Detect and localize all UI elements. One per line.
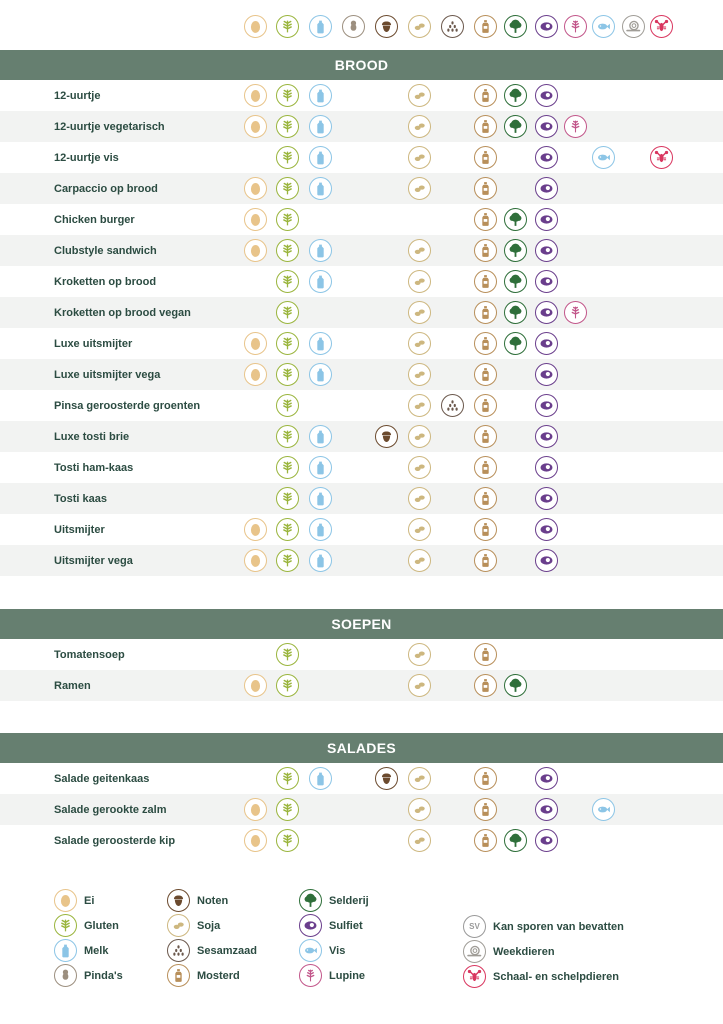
- menu-row: [0, 235, 723, 266]
- nut-icon: [375, 425, 398, 448]
- soy-bean-icon: [408, 84, 431, 107]
- dish-name: Uitsmijter: [54, 523, 105, 536]
- legend-label: Lupine: [329, 969, 366, 982]
- wheat-icon: [54, 914, 77, 937]
- section-header-soepen: SOEPEN: [0, 609, 723, 639]
- mustard-jar-icon: [167, 964, 190, 987]
- egg-icon: [244, 549, 267, 572]
- egg-icon: [244, 674, 267, 697]
- section-header-brood: BROOD: [0, 50, 723, 80]
- mustard-jar-icon: [474, 674, 497, 697]
- milk-bottle-icon: [309, 115, 332, 138]
- mustard-jar-icon: [474, 394, 497, 417]
- mustard-jar-icon: [474, 425, 497, 448]
- soy-bean-icon: [167, 914, 190, 937]
- celery-icon: [504, 115, 527, 138]
- lobster-icon: [650, 146, 673, 169]
- menu-row: [0, 763, 723, 794]
- legend-label: Selderij: [329, 894, 369, 907]
- wheat-icon: [276, 301, 299, 324]
- soy-bean-icon: [408, 270, 431, 293]
- dish-name: Salade geroosterde kip: [54, 834, 176, 847]
- mustard-jar-icon: [474, 301, 497, 324]
- soy-bean-icon: [408, 363, 431, 386]
- menu-row: [0, 173, 723, 204]
- wheat-icon: [276, 674, 299, 697]
- sulfite-icon: [535, 239, 558, 262]
- egg-icon: [244, 15, 267, 38]
- egg-icon: [244, 115, 267, 138]
- celery-icon: [504, 270, 527, 293]
- dish-name: Luxe uitsmijter: [54, 337, 133, 350]
- nut-icon: [375, 767, 398, 790]
- dish-name: 12-uurtje: [54, 89, 101, 102]
- sulfite-icon: [299, 914, 322, 937]
- milk-bottle-icon: [309, 456, 332, 479]
- dish-name: Salade gerookte zalm: [54, 803, 167, 816]
- fish-icon: [592, 798, 615, 821]
- wheat-icon: [276, 518, 299, 541]
- sulfite-icon: [535, 177, 558, 200]
- wheat-icon: [276, 15, 299, 38]
- lupin-icon: [564, 301, 587, 324]
- legend-label: Schaal- en schelpdieren: [493, 970, 619, 983]
- soy-bean-icon: [408, 301, 431, 324]
- wheat-icon: [276, 643, 299, 666]
- egg-icon: [244, 518, 267, 541]
- dish-name: Ramen: [54, 679, 91, 692]
- milk-bottle-icon: [309, 332, 332, 355]
- egg-icon: [244, 829, 267, 852]
- fish-icon: [299, 939, 322, 962]
- menu-row: [0, 514, 723, 545]
- lobster-icon: [650, 15, 673, 38]
- egg-icon: [244, 208, 267, 231]
- wheat-icon: [276, 798, 299, 821]
- dish-name: Carpaccio op brood: [54, 182, 158, 195]
- egg-icon: [244, 798, 267, 821]
- mustard-jar-icon: [474, 84, 497, 107]
- milk-bottle-icon: [309, 518, 332, 541]
- soy-bean-icon: [408, 332, 431, 355]
- mustard-jar-icon: [474, 270, 497, 293]
- menu-row: [0, 80, 723, 111]
- celery-icon: [504, 84, 527, 107]
- milk-bottle-icon: [309, 177, 332, 200]
- menu-row: [0, 794, 723, 825]
- sulfite-icon: [535, 363, 558, 386]
- section-header-salades: SALADES: [0, 733, 723, 763]
- sulfite-icon: [535, 15, 558, 38]
- sulfite-icon: [535, 487, 558, 510]
- milk-bottle-icon: [309, 425, 332, 448]
- wheat-icon: [276, 425, 299, 448]
- legend-label: Vis: [329, 944, 346, 957]
- mustard-jar-icon: [474, 15, 497, 38]
- soy-bean-icon: [408, 115, 431, 138]
- egg-icon: [54, 889, 77, 912]
- soy-bean-icon: [408, 15, 431, 38]
- sulfite-icon: [535, 115, 558, 138]
- mustard-jar-icon: [474, 208, 497, 231]
- dish-name: Chicken burger: [54, 213, 135, 226]
- fish-icon: [592, 146, 615, 169]
- dish-name: Kroketten op brood: [54, 275, 157, 288]
- legend-label: Noten: [197, 894, 229, 907]
- menu-row: [0, 825, 723, 856]
- soy-bean-icon: [408, 643, 431, 666]
- soy-bean-icon: [408, 518, 431, 541]
- fish-icon: [592, 15, 615, 38]
- mustard-jar-icon: [474, 177, 497, 200]
- dish-name: Pinsa geroosterde groenten: [54, 399, 201, 412]
- wheat-icon: [276, 487, 299, 510]
- sesame-icon: [167, 939, 190, 962]
- traces-badge-icon: SV: [463, 915, 486, 938]
- wheat-icon: [276, 394, 299, 417]
- dish-name: Tomatensoep: [54, 648, 125, 661]
- wheat-icon: [276, 270, 299, 293]
- menu-row: [0, 670, 723, 701]
- sulfite-icon: [535, 270, 558, 293]
- sulfite-icon: [535, 301, 558, 324]
- sulfite-icon: [535, 829, 558, 852]
- legend-label: Soja: [197, 919, 221, 932]
- sulfite-icon: [535, 146, 558, 169]
- soy-bean-icon: [408, 394, 431, 417]
- wheat-icon: [276, 239, 299, 262]
- soy-bean-icon: [408, 829, 431, 852]
- wheat-icon: [276, 549, 299, 572]
- sulfite-icon: [535, 425, 558, 448]
- soy-bean-icon: [408, 798, 431, 821]
- sulfite-icon: [535, 208, 558, 231]
- mustard-jar-icon: [474, 798, 497, 821]
- sulfite-icon: [535, 518, 558, 541]
- milk-bottle-icon: [54, 939, 77, 962]
- wheat-icon: [276, 177, 299, 200]
- soy-bean-icon: [408, 549, 431, 572]
- menu-row: [0, 639, 723, 670]
- mustard-jar-icon: [474, 518, 497, 541]
- mustard-jar-icon: [474, 332, 497, 355]
- dish-name: Kroketten op brood vegan: [54, 306, 191, 319]
- mustard-jar-icon: [474, 829, 497, 852]
- mustard-jar-icon: [474, 239, 497, 262]
- lupin-icon: [564, 15, 587, 38]
- milk-bottle-icon: [309, 549, 332, 572]
- menu-row: [0, 390, 723, 421]
- sulfite-icon: [535, 456, 558, 479]
- milk-bottle-icon: [309, 84, 332, 107]
- menu-row: [0, 111, 723, 142]
- soy-bean-icon: [408, 239, 431, 262]
- dish-name: Clubstyle sandwich: [54, 244, 157, 257]
- egg-icon: [244, 239, 267, 262]
- soy-bean-icon: [408, 767, 431, 790]
- mustard-jar-icon: [474, 456, 497, 479]
- milk-bottle-icon: [309, 146, 332, 169]
- mustard-jar-icon: [474, 549, 497, 572]
- wheat-icon: [276, 456, 299, 479]
- menu-row: [0, 452, 723, 483]
- dish-name: Uitsmijter vega: [54, 554, 133, 567]
- sulfite-icon: [535, 332, 558, 355]
- wheat-icon: [276, 208, 299, 231]
- celery-icon: [504, 208, 527, 231]
- peanut-icon: [54, 964, 77, 987]
- menu-row: [0, 328, 723, 359]
- soy-bean-icon: [408, 146, 431, 169]
- wheat-icon: [276, 115, 299, 138]
- mustard-jar-icon: [474, 767, 497, 790]
- soy-bean-icon: [408, 177, 431, 200]
- mustard-jar-icon: [474, 115, 497, 138]
- sesame-icon: [441, 394, 464, 417]
- menu-row: [0, 359, 723, 390]
- sesame-icon: [441, 15, 464, 38]
- legend-label: Weekdieren: [493, 945, 555, 958]
- sulfite-icon: [535, 798, 558, 821]
- menu-row: [0, 266, 723, 297]
- celery-icon: [504, 674, 527, 697]
- legend-label: Sulfiet: [329, 919, 363, 932]
- legend-label: Melk: [84, 944, 109, 957]
- celery-icon: [299, 889, 322, 912]
- soy-bean-icon: [408, 487, 431, 510]
- snail-icon: [463, 940, 486, 963]
- wheat-icon: [276, 332, 299, 355]
- mustard-jar-icon: [474, 363, 497, 386]
- dish-name: Luxe tosti brie: [54, 430, 130, 443]
- peanut-icon: [342, 15, 365, 38]
- egg-icon: [244, 177, 267, 200]
- milk-bottle-icon: [309, 487, 332, 510]
- dish-name: 12-uurtje vegetarisch: [54, 120, 165, 133]
- milk-bottle-icon: [309, 15, 332, 38]
- legend-label: Gluten: [84, 919, 119, 932]
- egg-icon: [244, 84, 267, 107]
- dish-name: Salade geitenkaas: [54, 772, 150, 785]
- menu-row: [0, 421, 723, 452]
- legend-label: Mosterd: [197, 969, 240, 982]
- milk-bottle-icon: [309, 767, 332, 790]
- legend-label: Kan sporen van bevatten: [493, 920, 624, 933]
- wheat-icon: [276, 146, 299, 169]
- dish-name: Tosti kaas: [54, 492, 107, 505]
- legend-label: Pinda's: [84, 969, 123, 982]
- wheat-icon: [276, 767, 299, 790]
- menu-row: [0, 142, 723, 173]
- milk-bottle-icon: [309, 239, 332, 262]
- soy-bean-icon: [408, 425, 431, 448]
- dish-name: Tosti ham-kaas: [54, 461, 134, 474]
- wheat-icon: [276, 829, 299, 852]
- sulfite-icon: [535, 394, 558, 417]
- nut-icon: [167, 889, 190, 912]
- menu-row: [0, 545, 723, 576]
- wheat-icon: [276, 363, 299, 386]
- egg-icon: [244, 332, 267, 355]
- soy-bean-icon: [408, 674, 431, 697]
- milk-bottle-icon: [309, 363, 332, 386]
- soy-bean-icon: [408, 456, 431, 479]
- lupin-icon: [564, 115, 587, 138]
- nut-icon: [375, 15, 398, 38]
- sulfite-icon: [535, 767, 558, 790]
- mustard-jar-icon: [474, 146, 497, 169]
- celery-icon: [504, 301, 527, 324]
- sulfite-icon: [535, 84, 558, 107]
- mustard-jar-icon: [474, 487, 497, 510]
- snail-icon: [622, 15, 645, 38]
- legend-label: Sesamzaad: [197, 944, 257, 957]
- sulfite-icon: [535, 549, 558, 572]
- mustard-jar-icon: [474, 643, 497, 666]
- lupin-icon: [299, 964, 322, 987]
- menu-row: [0, 483, 723, 514]
- menu-row: [0, 204, 723, 235]
- wheat-icon: [276, 84, 299, 107]
- celery-icon: [504, 332, 527, 355]
- egg-icon: [244, 363, 267, 386]
- lobster-icon: [463, 965, 486, 988]
- milk-bottle-icon: [309, 270, 332, 293]
- celery-icon: [504, 829, 527, 852]
- dish-name: Luxe uitsmijter vega: [54, 368, 161, 381]
- legend-label: Ei: [84, 894, 95, 907]
- menu-row: [0, 297, 723, 328]
- celery-icon: [504, 15, 527, 38]
- celery-icon: [504, 239, 527, 262]
- dish-name: 12-uurtje vis: [54, 151, 119, 164]
